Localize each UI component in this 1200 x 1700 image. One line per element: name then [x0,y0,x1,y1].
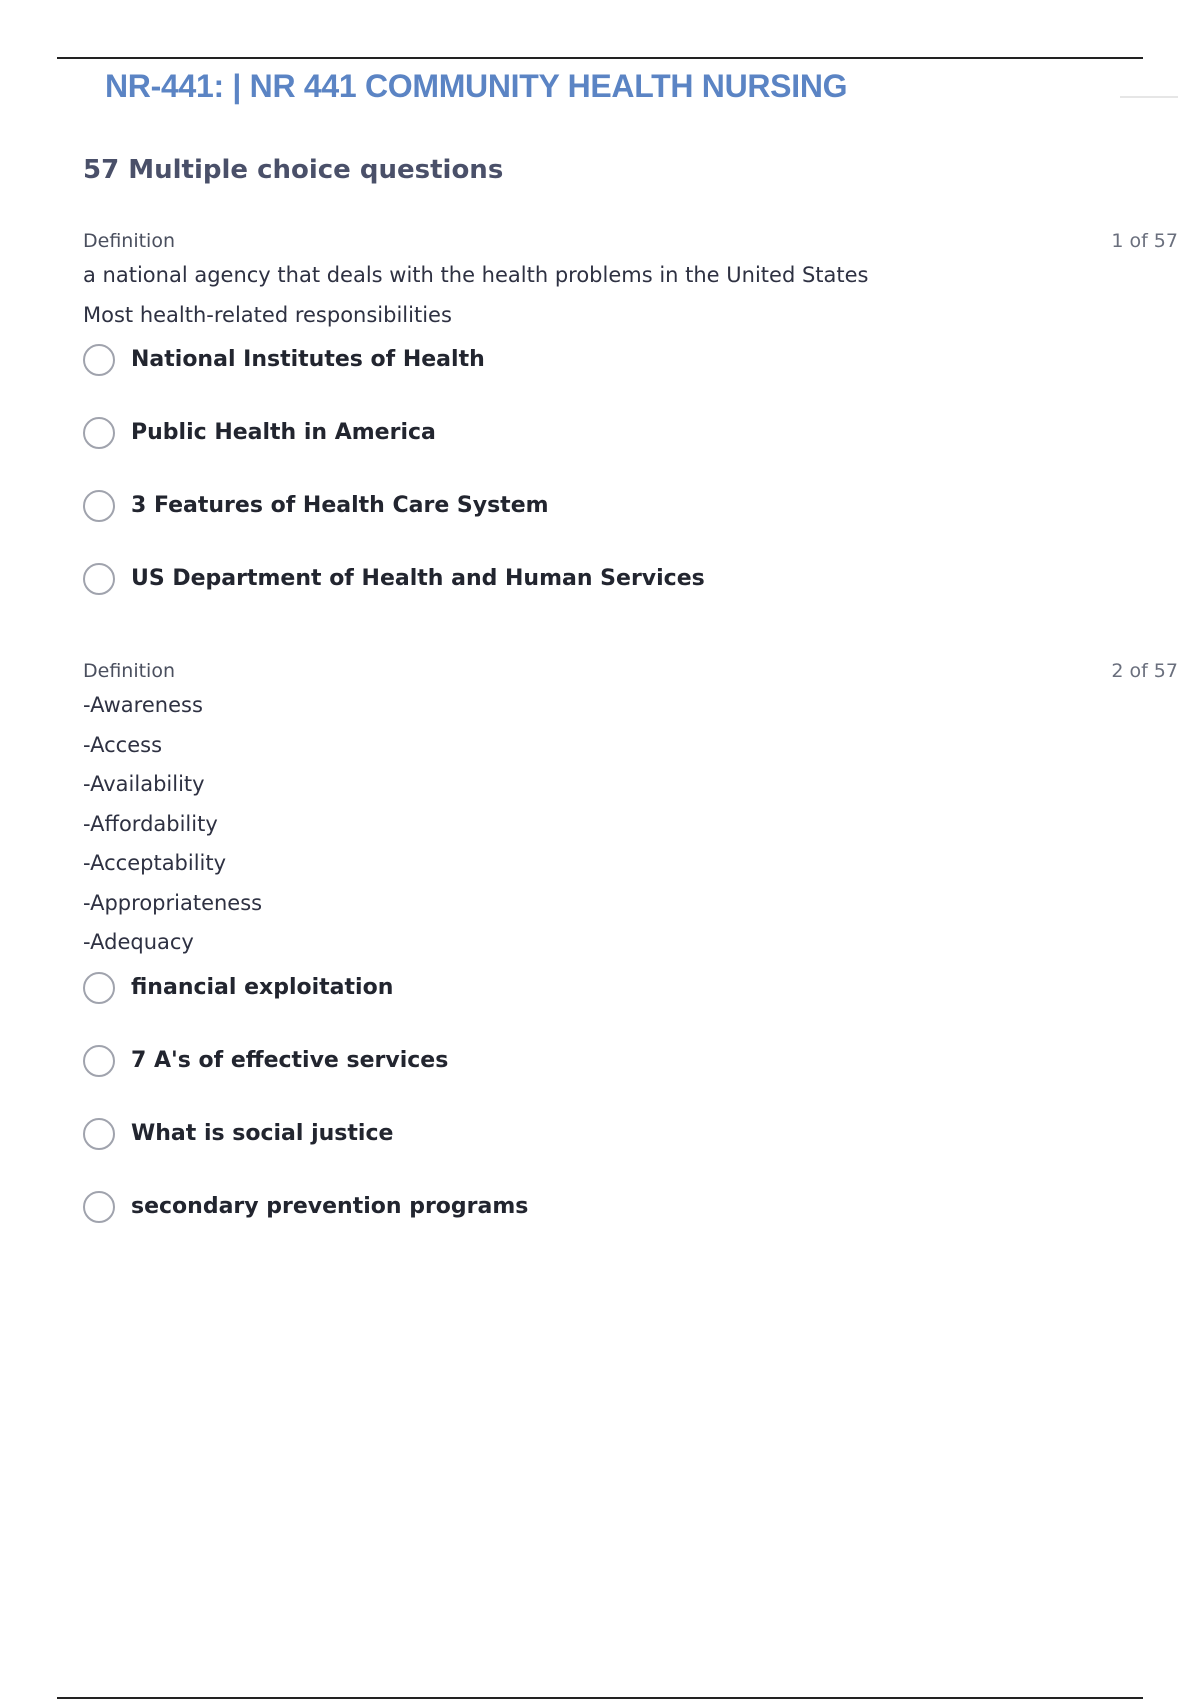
question-card [83,656,1178,1264]
answer-option[interactable] [83,490,1178,563]
question-card [83,226,1178,636]
definition-line: a national agency that deals with the health problems in the United States [83,263,869,287]
definition-line: Most health-related responsibilities [83,302,452,327]
answer-option[interactable] [83,417,1178,490]
radio-button[interactable] [83,344,115,376]
question-counter: 2 of 57 [1111,660,1178,682]
radio-button[interactable] [83,1191,115,1223]
definition-line: -Affordability [83,811,218,836]
top-rule [57,57,1143,59]
answer-option-label: 7 A's of effective services [131,1047,449,1073]
question-header [83,656,1178,686]
answer-option[interactable] [83,563,1178,636]
definition-label: Definition [83,660,176,682]
radio-button[interactable] [83,417,115,449]
answer-options [83,344,1178,636]
answer-option[interactable] [83,1045,1178,1118]
section-heading: 57 Multiple choice questions [83,155,504,185]
definition-text [83,686,1178,963]
answer-options [83,972,1178,1264]
answer-option[interactable] [83,1191,1178,1264]
question-counter: 1 of 57 [1111,230,1178,252]
answer-option-label: secondary prevention programs [131,1193,529,1219]
answer-option-label: What is social justice [131,1120,394,1146]
answer-option[interactable] [83,972,1178,1045]
answer-option-label: US Department of Health and Human Services [131,566,705,591]
definition-line: -Adequacy [83,930,194,954]
answer-option-label: Public Health in America [131,420,436,445]
bottom-rule [57,1697,1143,1699]
radio-button[interactable] [83,490,115,522]
radio-button[interactable] [83,563,115,595]
question-header [83,226,1178,256]
definition-line: -Acceptability [83,851,227,875]
definition-line: -Appropriateness [83,890,263,915]
title-divider [1120,96,1178,98]
answer-option[interactable] [83,1118,1178,1191]
definition-text [83,256,1178,335]
answer-option-label: financial exploitation [131,974,394,1000]
definition-line: -Awareness [83,693,203,717]
radio-button[interactable] [83,972,115,1004]
definition-line: -Availability [83,772,205,796]
document-title: NR-441: | NR 441 COMMUNITY HEALTH NURSING [105,68,848,104]
answer-option-label: National Institutes of Health [131,347,485,372]
definition-line: -Access [83,732,163,757]
definition-label: Definition [83,230,176,252]
answer-option[interactable] [83,344,1178,417]
radio-button[interactable] [83,1118,115,1150]
answer-option-label: 3 Features of Health Care System [131,493,549,518]
radio-button[interactable] [83,1045,115,1077]
